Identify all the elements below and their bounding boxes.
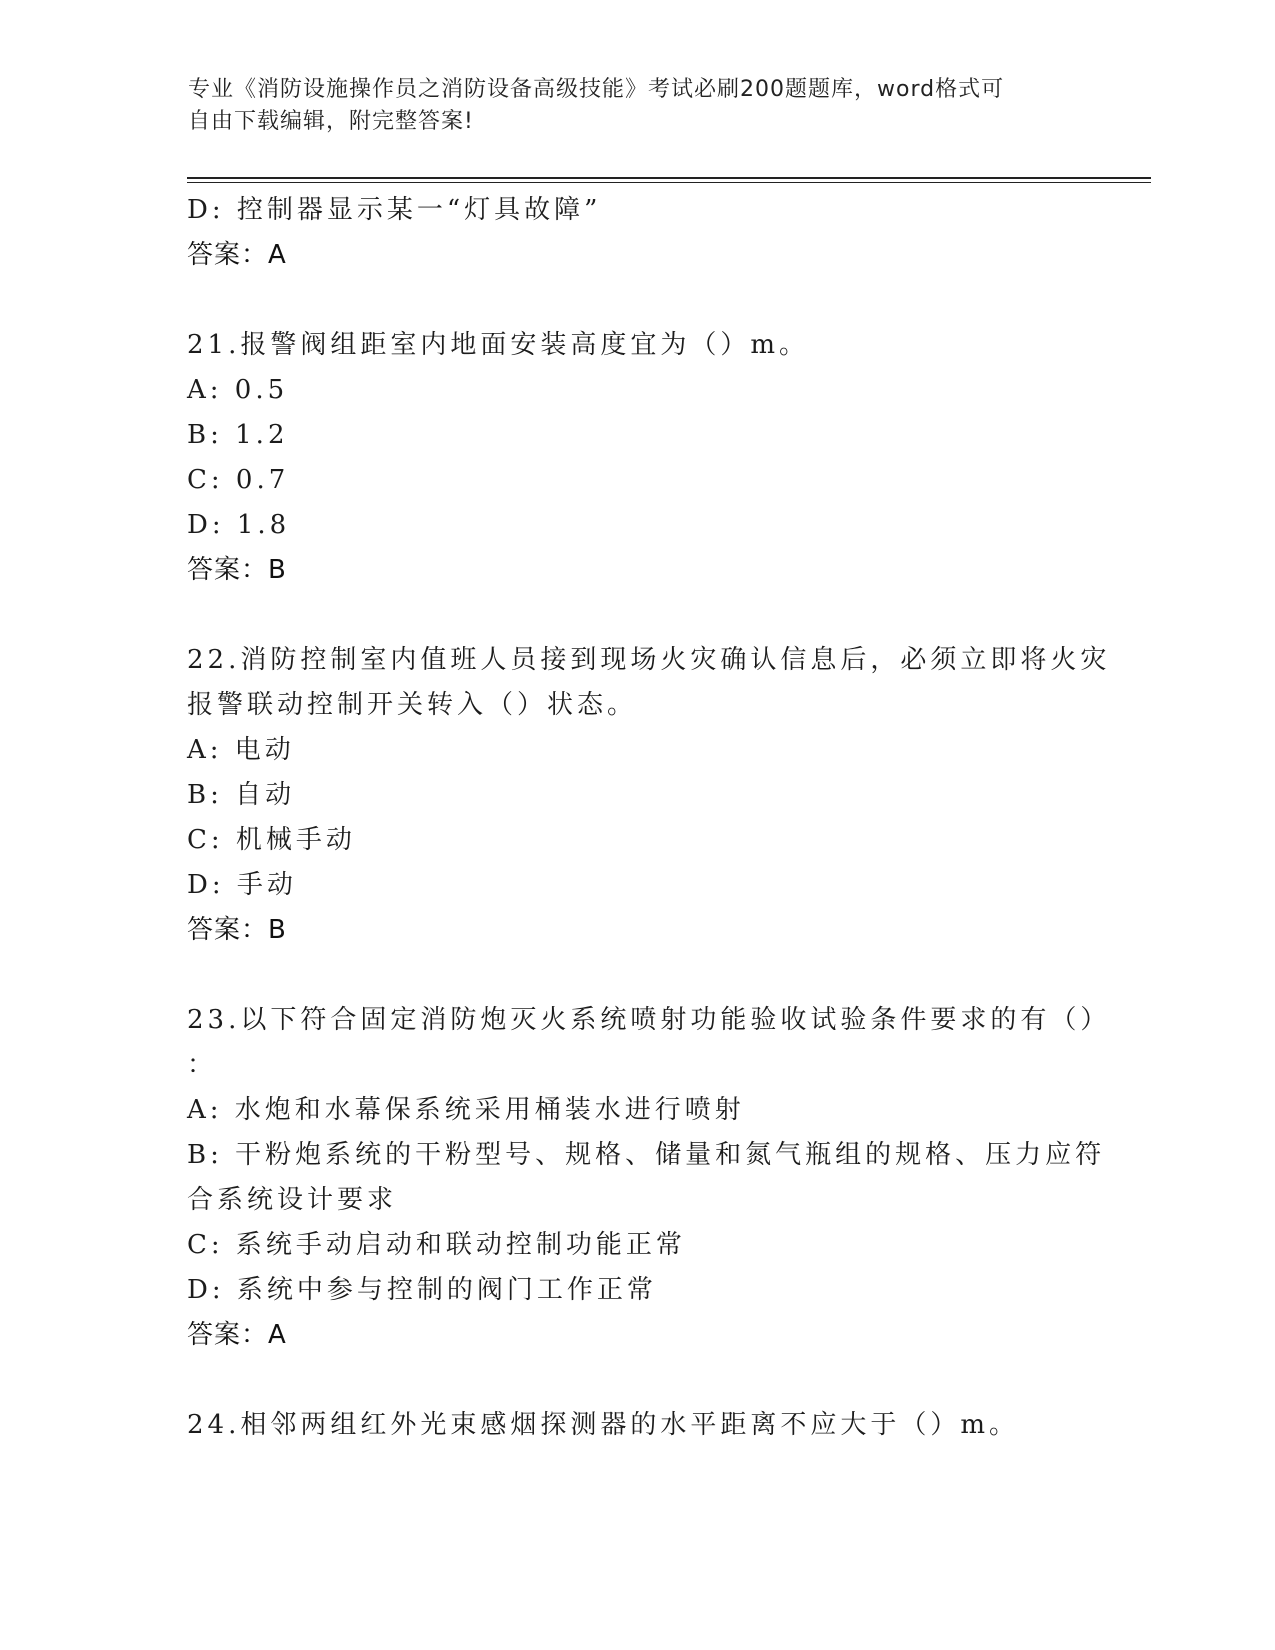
header-line-2: 自由下载编辑，附完整答案! [188, 109, 474, 134]
question-stem-line-1: 23.以下符合固定消防炮灭火系统喷射功能验收试验条件要求的有（） [187, 1005, 1111, 1035]
question-24 [187, 1403, 1087, 1448]
answer-label: 答案：A [187, 1320, 287, 1350]
question-stem: 24.相邻两组红外光束感烟探测器的水平距离不应大于（）m。 [187, 1410, 1020, 1440]
question-21 [187, 323, 1087, 593]
option-d: D: 1.8 [187, 510, 291, 540]
option-c: C: 0.7 [187, 465, 290, 495]
option-d: D: 控制器显示某一“灯具故障” [187, 195, 602, 225]
spacer [187, 593, 1087, 638]
answer-label: 答案：B [187, 555, 287, 585]
option-a: A: 水炮和水幕保系统采用桶装水进行喷射 [187, 1095, 745, 1125]
spacer [187, 1358, 1087, 1403]
spacer [187, 278, 1087, 323]
question-stem: 21.报警阀组距室内地面安装高度宜为（）m。 [187, 330, 810, 360]
option-b: B: 1.2 [187, 420, 289, 450]
question-23 [187, 998, 1111, 1358]
question-stem-line-2: 报警联动控制开关转入（）状态。 [187, 690, 638, 720]
answer-label: 答案：B [187, 915, 287, 945]
option-d: D: 系统中参与控制的阀门工作正常 [187, 1275, 657, 1305]
option-a: A: 电动 [187, 735, 295, 765]
header-divider-thick [187, 177, 1151, 179]
option-d: D: 手动 [187, 870, 297, 900]
question-list [187, 188, 1111, 1448]
header-line-1: 专业《消防设施操作员之消防设备高级技能》考试必刷200题题库，word格式可 [188, 77, 1005, 102]
question-20-tail [187, 188, 1087, 278]
header-divider-thin [187, 182, 1151, 183]
spacer [187, 953, 1087, 998]
option-a: A: 0.5 [187, 375, 289, 405]
option-b: B: 自动 [187, 780, 296, 810]
question-22 [187, 638, 1111, 953]
option-b-line-2: 合系统设计要求 [187, 1185, 398, 1215]
answer-label: 答案：A [187, 240, 287, 270]
document-header [188, 74, 1068, 138]
option-c: C: 系统手动启动和联动控制功能正常 [187, 1230, 686, 1260]
option-c: C: 机械手动 [187, 825, 356, 855]
question-stem-line-2: ： [187, 1050, 218, 1080]
question-stem-line-1: 22.消防控制室内值班人员接到现场火灾确认信息后，必须立即将火灾 [187, 645, 1111, 675]
option-b-line-1: B: 干粉炮系统的干粉型号、规格、储量和氮气瓶组的规格、压力应符 [187, 1140, 1106, 1170]
